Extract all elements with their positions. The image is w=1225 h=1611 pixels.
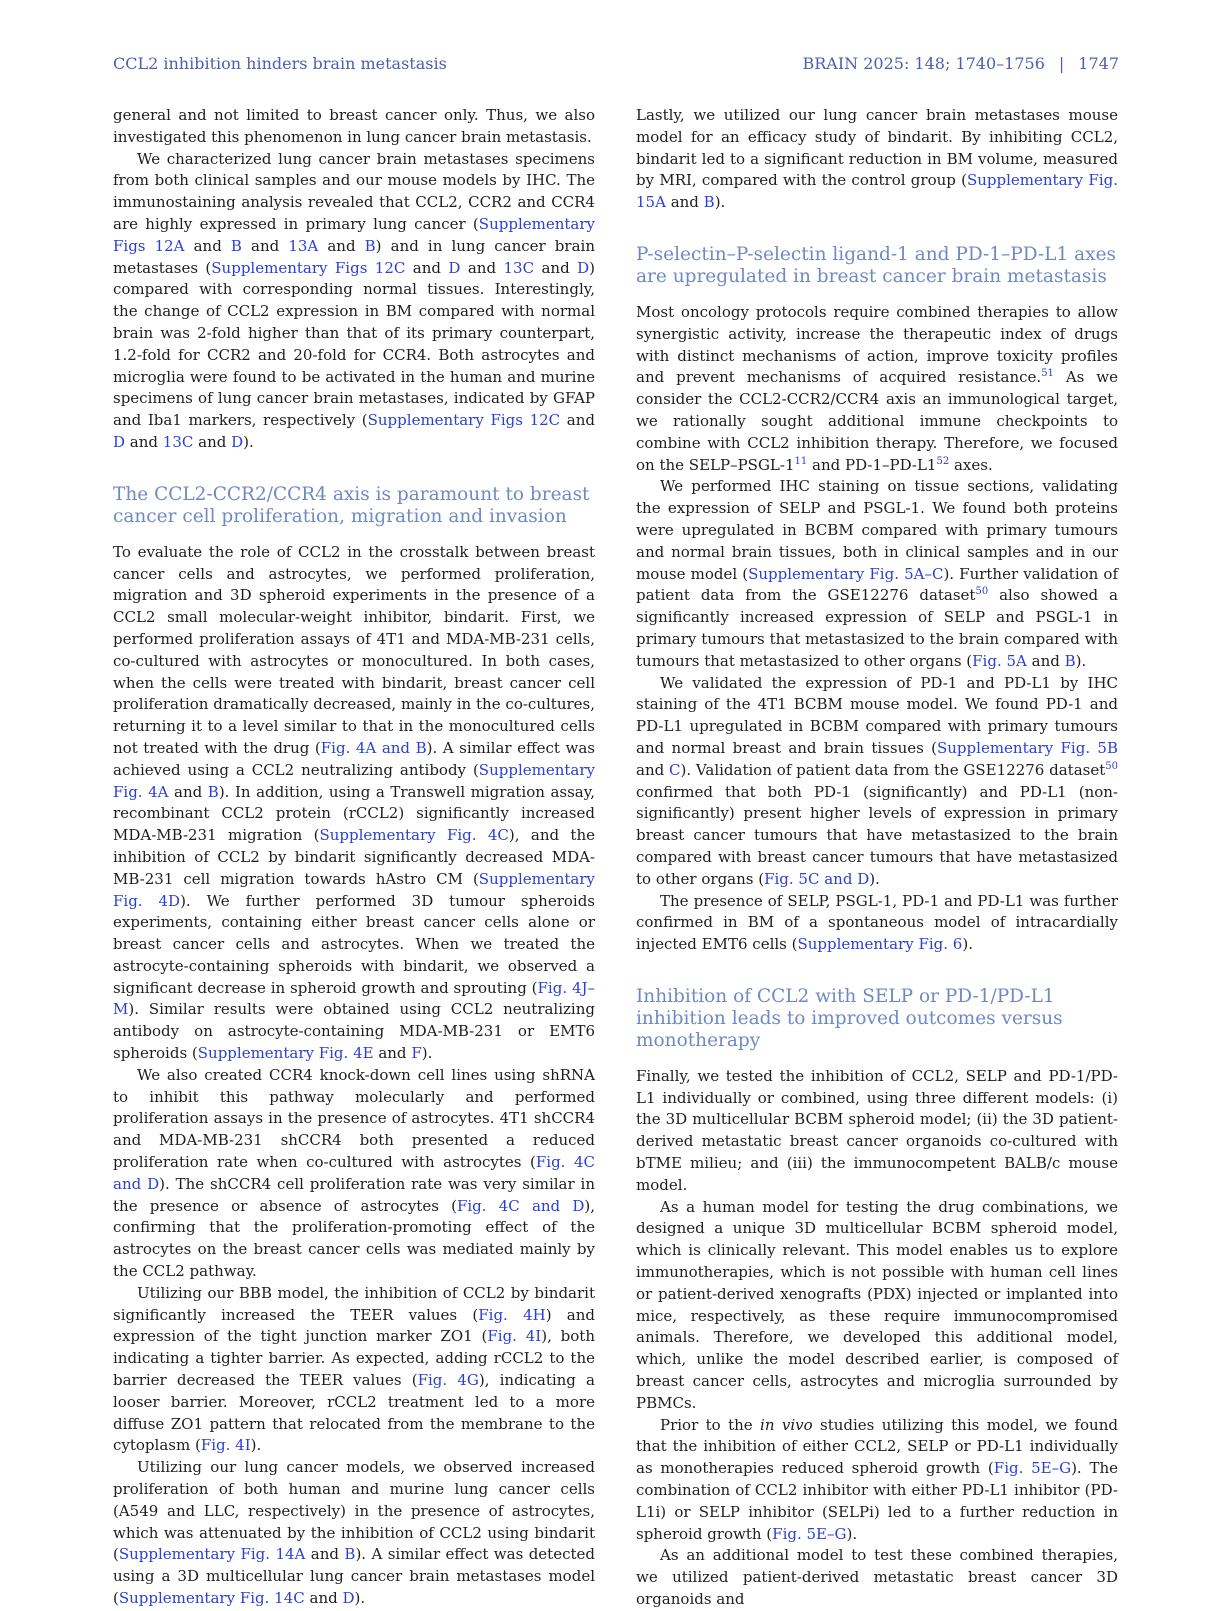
figure-reference-link[interactable]: Fig. 4G <box>417 1371 479 1390</box>
figure-reference-link[interactable]: 13C <box>503 258 535 277</box>
paragraph: general and not limited to breast cancer only. Thus, we also investigated this phenomenon in lung cancer brain metastasis. <box>113 106 595 146</box>
figure-reference-link[interactable]: D <box>448 258 461 277</box>
paragraph <box>636 302 1118 476</box>
text-run: and <box>168 782 208 801</box>
text-run: ). Validation of patient data from the GSE12276 dataset <box>680 760 1106 779</box>
citation-superscript-link[interactable]: 50 <box>1105 760 1118 772</box>
figure-reference-link[interactable]: Supplementary Fig. 4C <box>319 826 509 845</box>
right-column <box>636 105 1118 1611</box>
text-run: ). Further validation of patient data from the GSE12276 dataset <box>636 564 1119 605</box>
text-run: confirmed that both PD-1 (significantly) and PD-L1 (non-significantly) present higher levels of expression in primary breast cancer tumours that have metastasized to the brain compared with breast cancer tumours that have metastasized to other organs ( <box>636 782 1118 888</box>
running-title: CCL2 inhibition hinders brain metastasis <box>113 54 447 73</box>
text-run: and <box>665 193 704 212</box>
page-number: 1747 <box>1078 54 1119 73</box>
text-run: As a human model for testing the drug combinations, we designed a unique 3D multicellular BCBM spheroid model, which is clinically relevant. This model enables us to explore immunotherapies, which is not possible with human cell lines or patient-derived xenografts (PDX) injected or implanted into mice, respectively, as these require immunocompromised animals. Therefore, we developed this additional model, which, unlike the model described earlier, is composed of breast cancer cells, astrocytes and microglia surrounded by PBMCs. <box>636 1197 1118 1412</box>
text-run: The presence of SELP, PSGL-1, PD-1 and PD-L1 was further confirmed in BM of a spontaneous model of intracardially injected EMT6 cells ( <box>636 891 1118 954</box>
figure-reference-link[interactable]: Fig. 5C and D <box>764 869 870 888</box>
figure-reference-link[interactable]: Supplementary Fig. 14A <box>118 1545 306 1564</box>
italic-text: in vivo <box>760 1415 813 1434</box>
figure-reference-link[interactable]: Fig. 4H <box>478 1305 546 1324</box>
figure-reference-link[interactable]: F <box>411 1044 422 1063</box>
text-run: Utilizing our BBB model, the inhibition of CCL2 by bindarit significantly increased the TEER values ( <box>113 1283 595 1324</box>
paragraph <box>113 1065 595 1283</box>
text-run: We validated the expression of PD-1 and PD-L1 by IHC staining of the 4T1 BCBM mouse model. We found PD-1 and PD-L1 upregulated in BCBM compared with primary tumours and normal breast and brain tissues ( <box>636 673 1118 757</box>
figure-reference-link[interactable]: Supplementary Fig. 15A <box>636 171 1118 212</box>
figure-reference-link[interactable]: Fig. 4I <box>200 1436 251 1455</box>
text-run: and <box>184 236 231 255</box>
figure-reference-link[interactable]: B <box>364 236 376 255</box>
text-run: ). We further performed 3D tumour spheroids experiments, containing either breast cancer cells alone or breast cancer cells and astrocytes. When we treated the astrocyte-containing spheroids with bindarit, we observed a significant decrease in spheroid growth and sprouting ( <box>113 891 595 997</box>
figure-reference-link[interactable]: C <box>669 760 681 779</box>
paragraph <box>113 1283 595 1457</box>
text-run: As we consider the CCL2-CCR2/CCR4 axis an immunological target, we rationally sought additional immune checkpoints to combine with CCL2 inhibition therapy. Therefore, we focused on the SELP–PSGL-1 <box>636 368 1118 474</box>
text-run: and PD-1–PD-L1 <box>807 455 937 474</box>
text-run: ). <box>714 193 726 212</box>
text-run: also showed a significantly increased expression of SELP and PSGL-1 in primary tumours that metastasized to the brain compared with tumours that metastasized to other organs ( <box>636 586 1118 670</box>
text-run: As an additional model to test these combined therapies, we utilized patient-derived metastatic breast cancer 3D organoids and <box>636 1546 1118 1609</box>
text-run: ), both indicating a tighter barrier. As expected, adding rCCL2 to the barrier decreased the TEER values ( <box>113 1327 595 1390</box>
figure-reference-link[interactable]: D <box>577 258 590 277</box>
paragraph <box>636 1545 1118 1610</box>
journal-volume: BRAIN 2025: 148; 1740–1756 <box>802 54 1045 73</box>
text-run: ), and the inhibition of CCL2 by bindarit significantly decreased MDA-MB-231 cell migration towards hAstro CM ( <box>113 826 595 888</box>
paragraph <box>636 1197 1118 1415</box>
text-run: Lastly, we utilized our lung cancer brain metastases mouse model for an efficacy study of bindarit. By inhibiting CCL2, bindarit led to a significant reduction in BM volume, measured by MRI, compared with the control group ( <box>636 106 1118 190</box>
figure-reference-link[interactable]: Supplementary Fig. 5A–C <box>748 564 944 583</box>
figure-reference-link[interactable]: Supplementary Figs 12C <box>211 258 406 277</box>
figure-reference-link[interactable]: D <box>113 432 126 451</box>
text-run: ) and in lung cancer brain metastases ( <box>113 236 595 277</box>
figure-reference-link[interactable]: B <box>1064 651 1076 670</box>
figure-reference-link[interactable]: 13C <box>162 432 194 451</box>
text-run: ). <box>354 1589 366 1607</box>
text-run: and <box>318 236 365 255</box>
figure-reference-link[interactable]: 13A <box>288 236 319 255</box>
text-run: ). A similar effect was achieved using a CCL2 neutralizing antibody ( <box>113 738 595 779</box>
text-run: and <box>304 1589 343 1607</box>
text-run: ). <box>1075 651 1087 670</box>
figure-reference-link[interactable]: Supplementary Figs 12A <box>113 214 595 255</box>
section-heading: Inhibition of CCL2 with SELP or PD-1/PD-L1 inhibition leads to improved outcomes versus monotherapy <box>636 985 1063 1051</box>
text-run: We characterized lung cancer brain metastases specimens from both clinical samples and our mouse models by IHC. The immunostaining analysis revealed that CCL2, CCR2 and CCR4 are highly expressed in primary lung cancer ( <box>113 149 595 233</box>
paragraph <box>636 673 1118 891</box>
text-run: ) compared with corresponding normal tissues. Interestingly, the change of CCL2 expression in BM compared with normal brain was 2-fold higher than that of its primary counterpart, 1.2-fold for CCR2 and 20-fold for CCR4. Both astrocytes and microglia were found to be activated in the human and murine specimens of lung cancer brain metastases, indicated by GFAP and Iba1 markers, respectively ( <box>113 258 596 430</box>
text-run: ), confirming that the proliferation-promoting effect of the astrocytes on the breast cancer cells was mediated mainly by the CCL2 pathway. <box>113 1196 595 1281</box>
paragraph <box>636 1066 1118 1197</box>
figure-reference-link[interactable]: D <box>231 432 244 451</box>
text-run: Prior to the <box>660 1415 761 1434</box>
figure-reference-link[interactable]: Fig. 5E–G <box>772 1524 847 1543</box>
running-header <box>113 54 1119 78</box>
figure-reference-link[interactable]: Fig. 4A and B <box>320 738 427 757</box>
text-run: and <box>193 432 232 451</box>
text-run: ) and expression of the tight junction marker ZO1 ( <box>113 1305 596 1346</box>
figure-reference-link[interactable]: Supplementary Fig. 4A <box>113 760 595 801</box>
text-run: and <box>460 258 504 277</box>
left-column <box>113 105 595 1610</box>
text-run: ). In addition, using a Transwell migration assay, recombinant CCL2 protein (rCCL2) significantly increased MDA-MB-231 migration ( <box>113 782 595 845</box>
citation-superscript-link[interactable]: 50 <box>975 586 989 598</box>
paragraph <box>636 891 1118 956</box>
text-run: ). <box>846 1524 858 1543</box>
figure-reference-link[interactable]: Supplementary Fig. 5B <box>937 738 1118 757</box>
figure-reference-link[interactable]: Supplementary Fig. 6 <box>797 935 963 954</box>
text-run: and <box>636 760 670 779</box>
citation-superscript-link[interactable]: 11 <box>794 455 808 467</box>
header-separator: | <box>1058 54 1065 73</box>
text-run: and <box>241 236 289 255</box>
paragraph <box>636 105 1118 214</box>
figure-reference-link[interactable]: B <box>230 236 242 255</box>
text-run: ). <box>869 869 880 888</box>
figure-reference-link[interactable]: Supplementary Fig. 4E <box>197 1044 374 1063</box>
text-run: Utilizing our lung cancer models, we observed increased proliferation of both human and murine lung cancer cells (A549 and LLC, respectively) in the presence of astrocytes, which was attenuated by the inhibition of CCL2 using bindarit ( <box>113 1458 595 1564</box>
figure-reference-link[interactable]: Fig. 5A <box>972 651 1027 670</box>
text-run: Most oncology protocols require combined therapies to allow synergistic activity, increase the therapeutic index of drugs with distinct mechanisms of action, improve toxicity profiles and prevent mechanisms of acquired resistance. <box>636 302 1118 387</box>
figure-reference-link[interactable]: Supplementary Fig. 14C <box>118 1589 305 1607</box>
paragraph <box>113 149 595 454</box>
text-run: studies utilizing this model, we found that the inhibition of either CCL2, SELP or PD-L1 individually as monotherapies reduced spheroid growth ( <box>636 1415 1118 1478</box>
figure-reference-link[interactable]: Fig. 5E–G <box>993 1459 1072 1478</box>
figure-reference-link[interactable]: Fig. 4J–M <box>113 978 595 1019</box>
citation-superscript-link[interactable]: 52 <box>936 455 950 467</box>
text-run: ). A similar effect was detected using a 3D multicellular lung cancer brain metastases model ( <box>113 1545 595 1607</box>
text-run: and <box>125 432 163 451</box>
text-run: ). The combination of CCL2 inhibitor with either PD-L1 inhibitor (PD-L1i) or SELP inhibitor (SELPi) led to a further reduction in spheroid growth ( <box>636 1459 1118 1543</box>
text-run: We performed IHC staining on tissue sections, validating the expression of SELP and PSGL-1. We found both proteins were upregulated in BCBM compared with primary tumours and normal brain tissues, both in clinical samples and in our mouse model ( <box>636 477 1118 583</box>
figure-reference-link[interactable]: Fig. 4C and D <box>456 1196 585 1215</box>
citation-superscript-link[interactable]: 51 <box>1041 368 1054 380</box>
text-run: ). <box>250 1436 262 1455</box>
text-run: and <box>534 258 578 277</box>
figure-reference-link[interactable]: Supplementary Fig. 4D <box>113 869 595 910</box>
figure-reference-link[interactable]: D <box>342 1589 355 1607</box>
figure-reference-link[interactable]: Fig. 4I <box>487 1327 542 1346</box>
text-run: and <box>373 1044 412 1063</box>
text-run: ). <box>421 1044 433 1063</box>
text-run: and <box>560 411 595 430</box>
section-heading: P-selectin–P-selectin ligand-1 and PD-1–PD-L1 axes are upregulated in breast cancer brain metastasis <box>636 243 1117 287</box>
text-run: and <box>1026 651 1065 670</box>
text-run: axes. <box>949 455 993 474</box>
text-run: ), indicating a looser barrier. Moreover, rCCL2 treatment led to a more diffuse ZO1 pattern that relocated from the membrane to the cytoplasm ( <box>113 1371 595 1455</box>
figure-reference-link[interactable]: B <box>344 1545 356 1564</box>
paragraph <box>636 476 1118 672</box>
paragraph <box>113 542 595 1065</box>
paragraph <box>113 1457 595 1610</box>
text-run: We also created CCR4 knock-down cell lines using shRNA to inhibit this pathway molecularly and performed proliferation assays in the presence of astrocytes. 4T1 shCCR4 and MDA-MB-231 shCCR4 both presented a reduced proliferation rate when co-cultured with astrocytes ( <box>113 1065 595 1172</box>
text-run: ). <box>962 935 973 954</box>
journal-citation <box>802 54 1119 73</box>
text-run: ). The shCCR4 cell proliferation rate was very similar in the presence or absence of astrocytes ( <box>113 1174 595 1215</box>
text-run: To evaluate the role of CCL2 in the crosstalk between breast cancer cells and astrocytes, we performed proliferation, migration and 3D spheroid experiments in the presence of a CCL2 small molecular-weight inhibitor, bindarit. First, we performed proliferation assays of 4T1 and MDA-MB-231 cells, co-cultured with astrocytes or monocultured. In both cases, when the cells were treated with bindarit, breast cancer cell proliferation dramatically decreased, mainly in the co-cultures, returning it to a level similar to that in the monocultured cells not treated with the drug ( <box>113 542 595 757</box>
text-run: and <box>305 1545 345 1564</box>
text-run: ). <box>243 432 254 451</box>
figure-reference-link[interactable]: Fig. 4C and D <box>113 1153 595 1193</box>
figure-reference-link[interactable]: B <box>207 782 219 801</box>
text-run: Finally, we tested the inhibition of CCL2, SELP and PD-1/PD-L1 individually or combined, using three different models: (i) the 3D multicellular BCBM spheroid model; (ii) the 3D patient-derived metastatic breast cancer organoids co-cultured with bTME milieu; and (iii) the immunocompetent BALB/c mouse model. <box>636 1066 1118 1194</box>
figure-reference-link[interactable]: B <box>703 193 715 212</box>
paragraph <box>636 1415 1118 1546</box>
section-heading: The CCL2-CCR2/CCR4 axis is paramount to breast cancer cell proliferation, migration and invasion <box>113 483 590 527</box>
text-run: and <box>405 258 449 277</box>
figure-reference-link[interactable]: Supplementary Figs 12C <box>367 411 561 430</box>
text-run: ). Similar results were obtained using CCL2 neutralizing antibody on astrocyte-containing MDA-MB-231 or EMT6 spheroids ( <box>113 1000 595 1063</box>
